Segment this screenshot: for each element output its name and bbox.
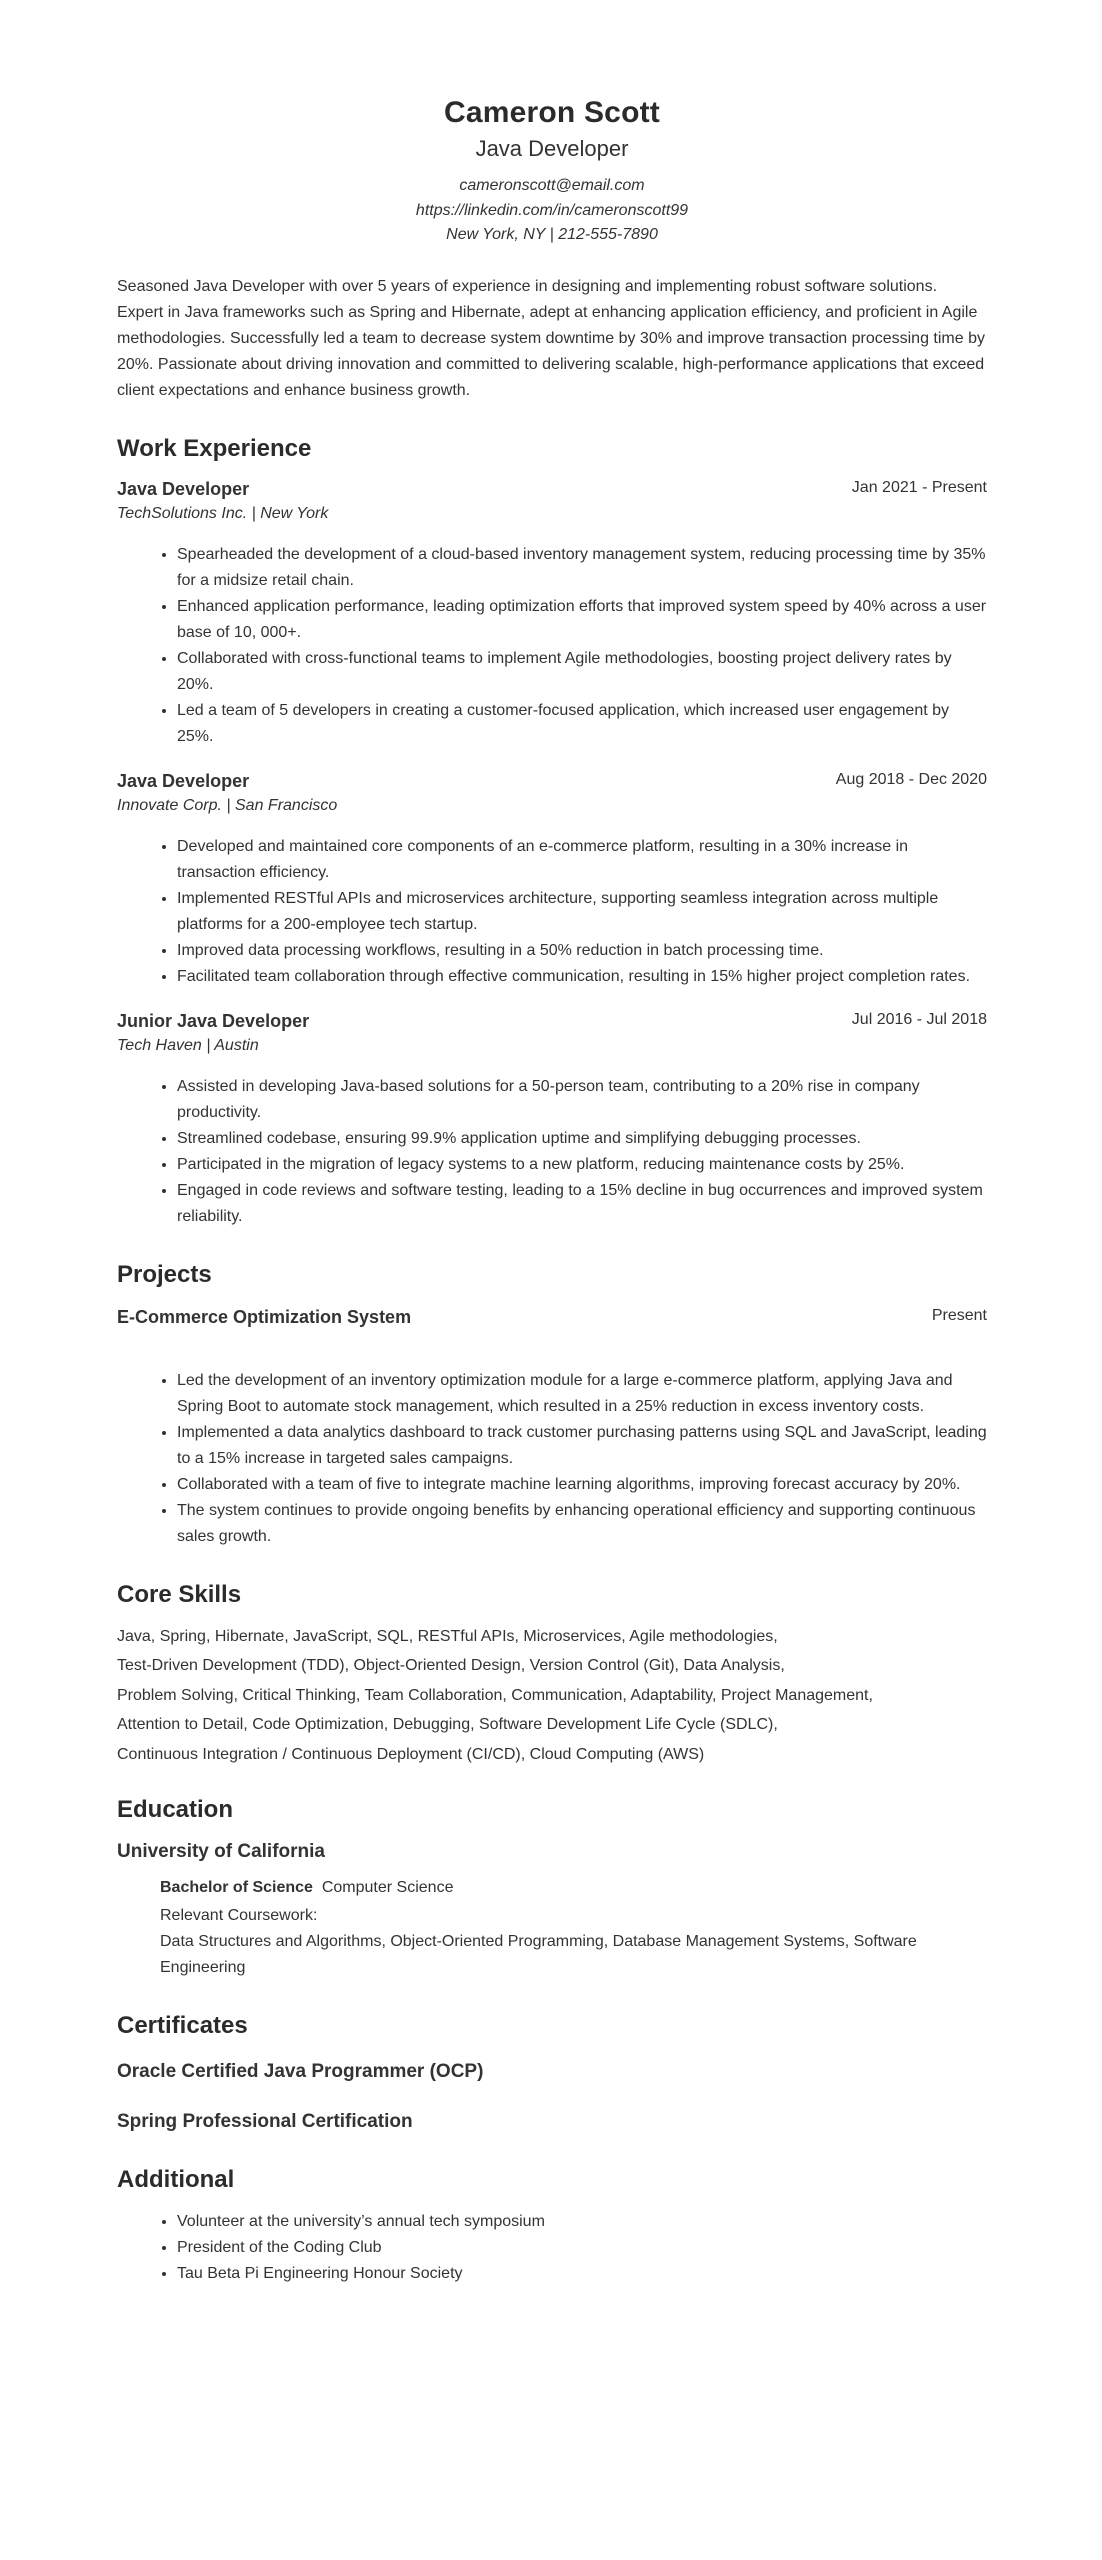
section-heading-education: Education	[117, 1796, 234, 1823]
job-date: Jan 2021 - Present	[851, 478, 987, 496]
contact-email[interactable]: cameronscott@email.com	[459, 177, 645, 194]
candidate-title: Java Developer	[475, 136, 629, 161]
additional-item: • President of the Coding Club	[177, 2235, 987, 2261]
education-section	[117, 1795, 987, 1981]
job-bullet: • Developed and maintained core components of an e-commerce platform, resulting in a 30% increase in transaction efficiency.	[177, 834, 987, 886]
job-entry	[117, 768, 987, 990]
job-company: Innovate Corp. | San Francisco	[117, 796, 338, 814]
resume-header	[117, 0, 987, 248]
contact-linkedin[interactable]: https://linkedin.com/in/cameronscott99	[415, 201, 689, 219]
skills-line: Attention to Detail, Code Optimization, Debugging, Software Development Life Cycle (SDLC),	[117, 1716, 778, 1733]
skills-line: Test-Driven Development (TDD), Object-Oriented Design, Version Control (Git), Data Analysis,	[117, 1657, 785, 1674]
job-bullet: • Improved data processing workflows, resulting in a 50% reduction in batch processing time.	[177, 938, 987, 964]
job-company: TechSolutions Inc. | New York	[117, 504, 329, 522]
project-bullet: • Implemented a data analytics dashboard to track customer purchasing patterns using SQL and JavaScript, leading to a 15% increase in targeted sales campaigns.	[177, 1420, 987, 1472]
job-bullet: • Spearheaded the development of a cloud-based inventory management system, reducing processing time by 35% for a midsize retail chain.	[177, 542, 987, 594]
section-heading-certificates: Certificates	[117, 2012, 248, 2039]
education-field: Computer Science	[321, 1879, 454, 1896]
section-heading-skills: Core Skills	[117, 1580, 242, 1608]
section-heading-additional: Additional	[117, 2166, 235, 2193]
additional-section	[117, 2165, 987, 2287]
work-experience-section	[117, 434, 987, 1230]
job-bullet: • Assisted in developing Java-based solutions for a 50-person team, contributing to a 20% rise in company productivity.	[177, 1074, 987, 1126]
summary: Seasoned Java Developer with over 5 years of experience in designing and implementing robust software solutions. Expert in Java frameworks such as Spring and Hibernate, adept at enhancing application efficiency, and proficient in Agile methodologies. Successfully led a team to decrease system downtime by 30% and improve transaction processing time by 20%. Passionate about driving innovation and committed to delivering scalable, high-performance applications that exceed client expectations and enhance business growth.	[117, 277, 985, 399]
job-date: Aug 2018 - Dec 2020	[835, 770, 987, 788]
job-bullet: • Participated in the migration of legacy systems to a new platform, reducing maintenance costs by 25%.	[177, 1152, 987, 1178]
project-bullet: • Collaborated with a team of five to integrate machine learning algorithms, improving forecast accuracy by 20%.	[177, 1472, 987, 1498]
education-degree: Bachelor of Science	[160, 1879, 313, 1896]
candidate-name: Cameron Scott	[444, 96, 660, 129]
coursework-label: Relevant Coursework:	[160, 1907, 318, 1924]
job-bullet: • Engaged in code reviews and software testing, leading to a 15% decline in bug occurrences and improved system reliability.	[177, 1178, 987, 1230]
job-entry	[117, 476, 987, 750]
project-bullet: • Led the development of an inventory optimization module for a large e-commerce platform, applying Java and Spring Boot to automate stock management, which resulted in a 25% reduction in excess inventory costs.	[177, 1368, 987, 1420]
skills-line: Continuous Integration / Continuous Deployment (CI/CD), Cloud Computing (AWS)	[117, 1745, 705, 1763]
skills-list	[117, 1622, 987, 1770]
job-entry	[117, 1008, 987, 1230]
job-bullet: • Collaborated with cross-functional teams to implement Agile methodologies, boosting project delivery rates by 20%.	[177, 646, 987, 698]
skills-line: Java, Spring, Hibernate, JavaScript, SQL, RESTful APIs, Microservices, Agile methodologies,	[117, 1627, 778, 1645]
job-bullets	[117, 1074, 987, 1230]
job-title: Java Developer	[117, 770, 250, 791]
section-heading-work: Work Experience	[117, 434, 312, 462]
certificate-item: Oracle Certified Java Programmer (OCP)	[117, 2061, 484, 2082]
job-title: Junior Java Developer	[117, 1010, 310, 1031]
job-bullet: • Led a team of 5 developers in creating a customer-focused application, which increased user engagement by 25%.	[177, 698, 987, 750]
job-title: Java Developer	[117, 478, 250, 499]
certificates-section	[117, 2011, 987, 2135]
education-degree-line	[160, 1875, 987, 1901]
skills-section	[117, 1580, 987, 1770]
education-school: University of California	[117, 1841, 325, 1862]
job-bullet: • Facilitated team collaboration through effective communication, resulting in 15% higher project completion rates.	[177, 964, 987, 990]
skills-line: Problem Solving, Critical Thinking, Team Collaboration, Communication, Adaptability, Project Management,	[117, 1686, 873, 1704]
projects-section	[117, 1260, 987, 1550]
job-date: Jul 2016 - Jul 2018	[851, 1010, 987, 1028]
education-details	[117, 1875, 987, 1981]
job-company: Tech Haven | Austin	[117, 1036, 259, 1054]
contact-info	[117, 174, 987, 248]
additional-list	[117, 2209, 987, 2287]
contact-location-phone: New York, NY | 212-555-7890	[446, 226, 658, 243]
job-bullet: • Implemented RESTful APIs and microservices architecture, supporting seamless integration across multiple platforms for a 200-employee tech startup.	[177, 886, 987, 938]
project-title: E-Commerce Optimization System	[117, 1306, 412, 1327]
job-bullet: • Streamlined codebase, ensuring 99.9% application uptime and simplifying debugging processes.	[177, 1126, 987, 1152]
additional-item: • Tau Beta Pi Engineering Honour Society	[177, 2261, 987, 2287]
additional-item: • Volunteer at the university’s annual tech symposium	[177, 2209, 987, 2235]
project-date: Present	[931, 1306, 987, 1324]
project-bullet: • The system continues to provide ongoing benefits by enhancing operational efficiency and supporting continuous sales growth.	[177, 1498, 987, 1550]
project-entry	[117, 1304, 987, 1550]
project-bullets	[117, 1368, 987, 1550]
resume-page	[117, 0, 987, 2287]
section-heading-projects: Projects	[117, 1260, 212, 1288]
job-bullet: • Enhanced application performance, leading optimization efforts that improved system speed by 40% across a user base of 10, 000+.	[177, 594, 987, 646]
job-bullets	[117, 834, 987, 990]
coursework-list: Data Structures and Algorithms, Object-Oriented Programming, Database Management Systems, Software Engineering	[160, 1933, 917, 1976]
job-bullets	[117, 542, 987, 750]
certificate-item: Spring Professional Certification	[117, 2111, 413, 2132]
